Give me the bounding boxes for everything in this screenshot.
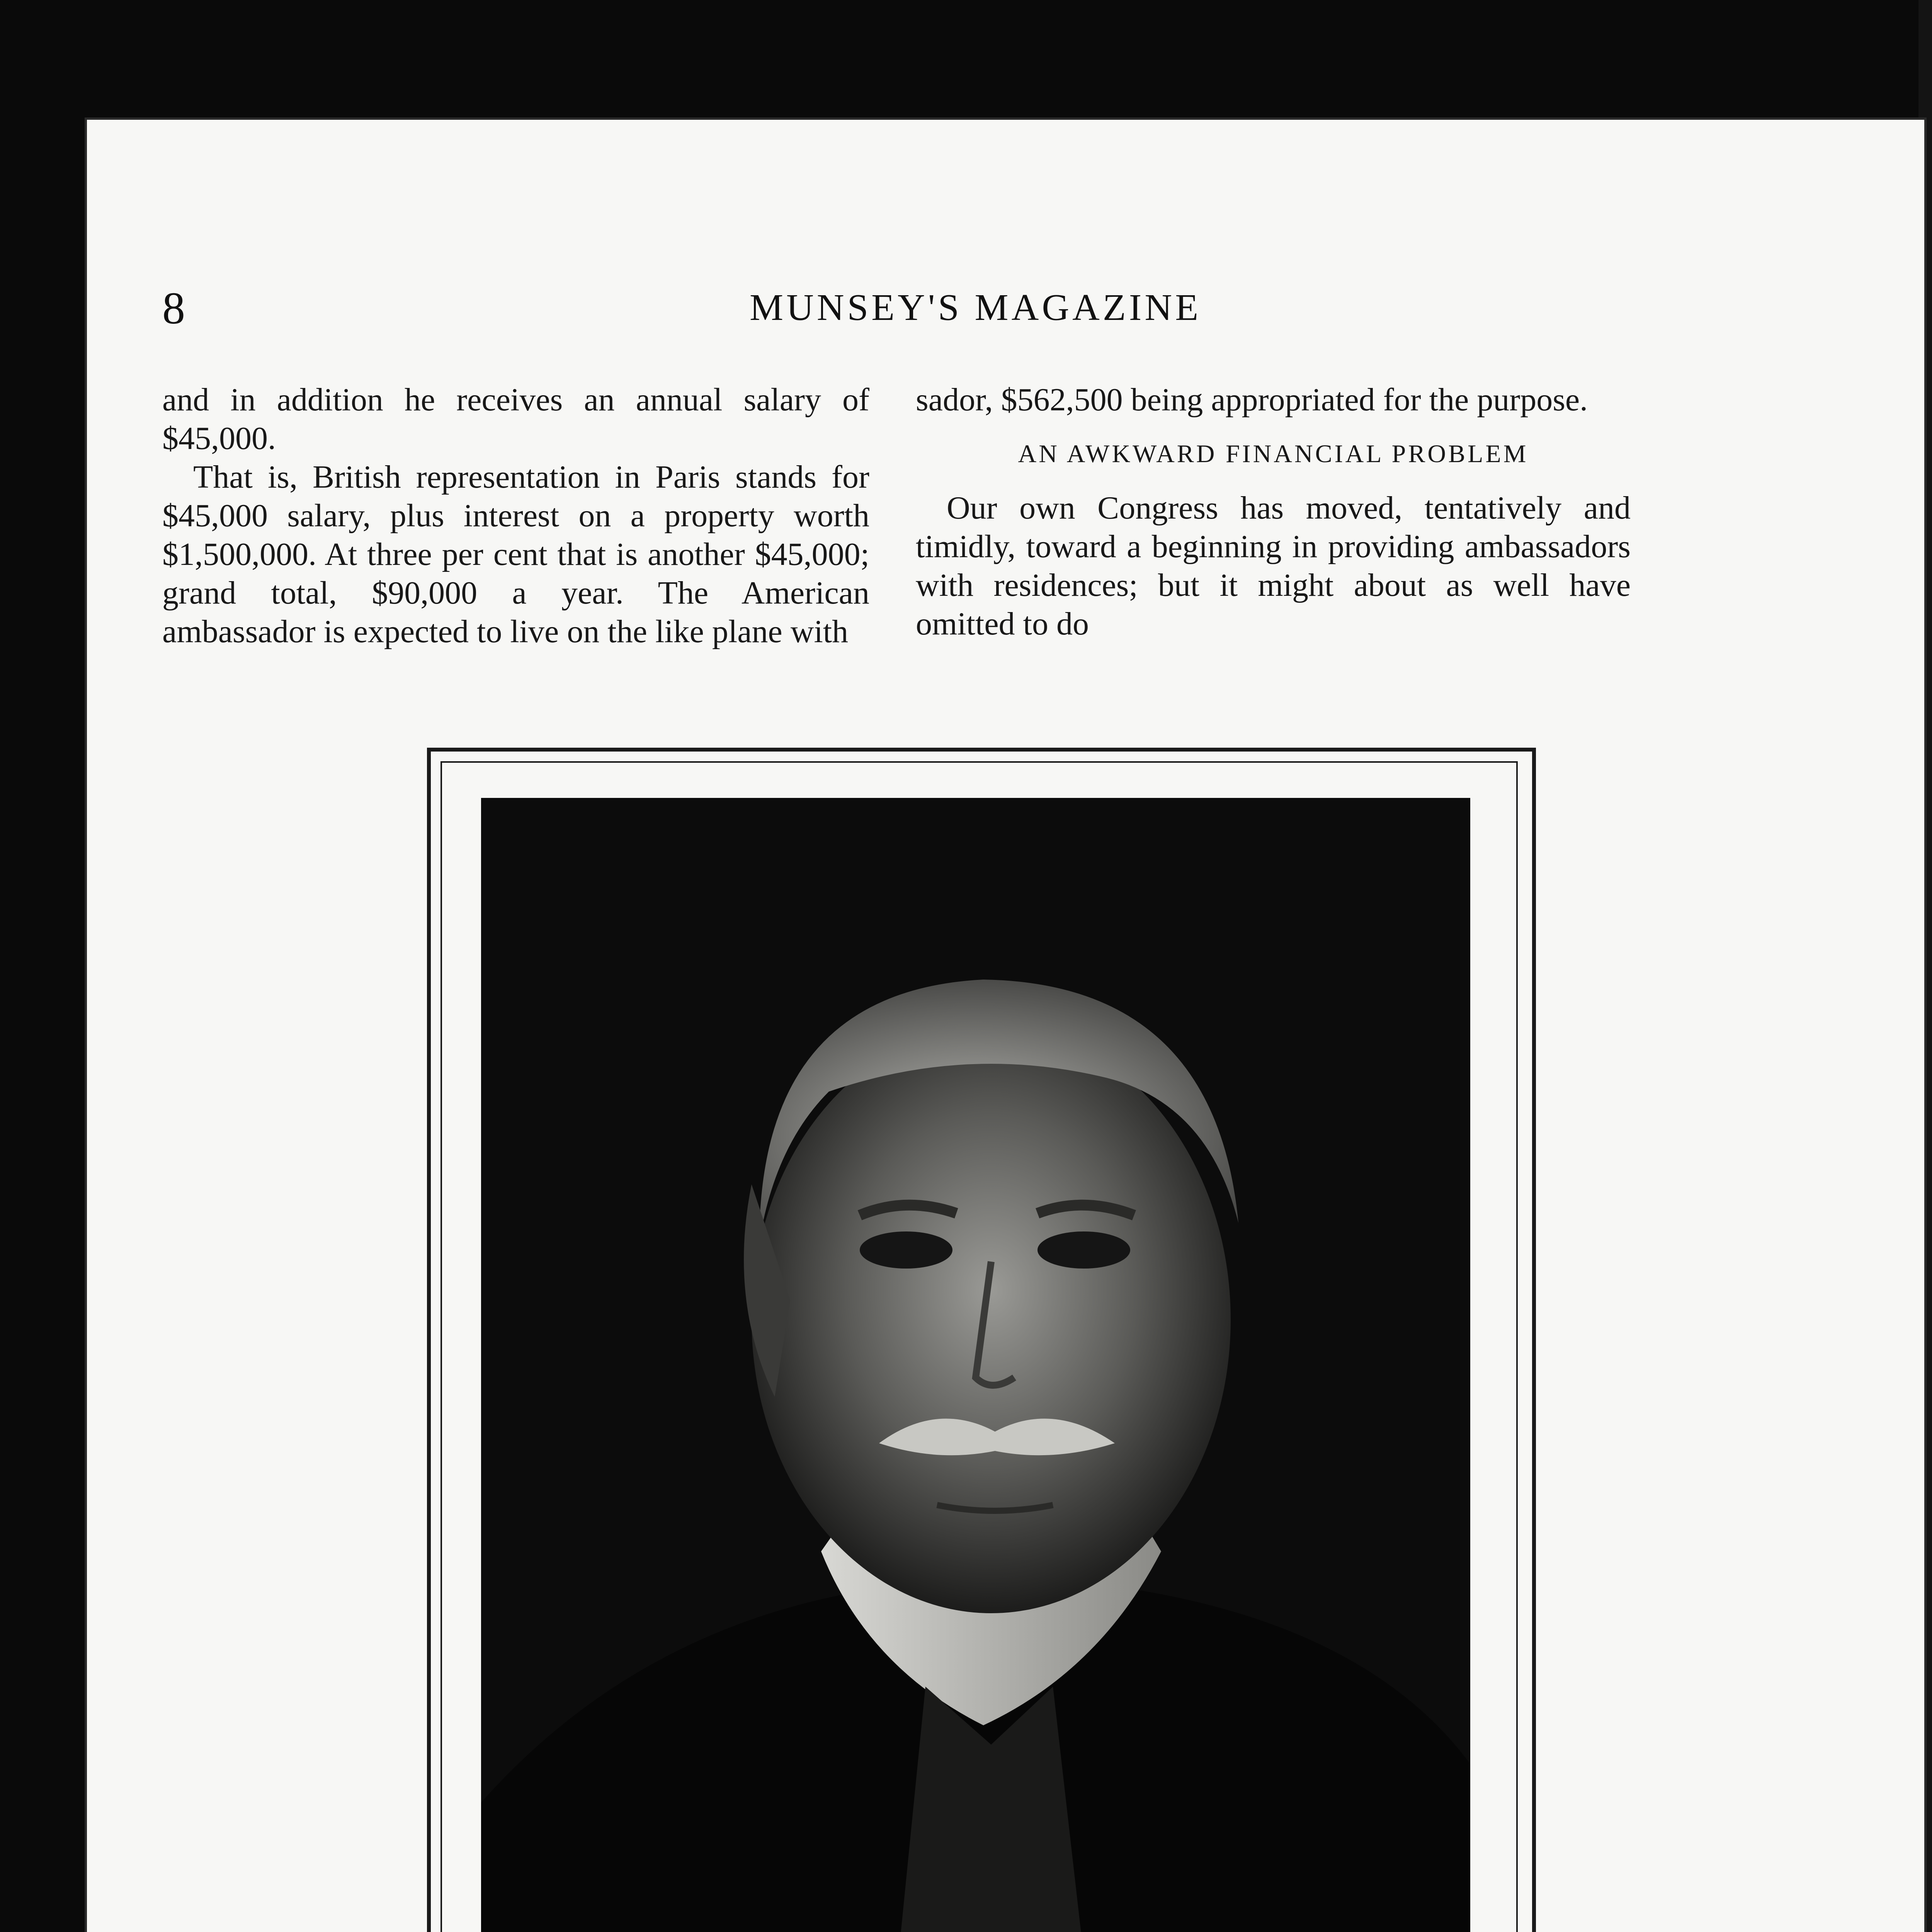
running-head: MUNSEY'S MAGAZINE <box>750 287 1202 328</box>
portrait-image <box>481 798 1470 1932</box>
section-subheading: AN AWKWARD FINANCIAL PROBLEM <box>1018 440 1529 468</box>
column-top-right <box>916 381 1631 643</box>
paragraph: and in addition he receives an annual salary of $45,000. <box>162 382 869 456</box>
portrait-photograph <box>481 798 1470 1932</box>
page-number: 8 <box>162 283 185 333</box>
paragraph: That is, British representation in Paris stands for $45,000 salary, plus interest on a property worth $1,500,000. At three per cent that is another $45,000; grand total, $90,000 a year. The American ambassador is expected to live on the like plane with <box>162 459 869 650</box>
paragraph: sador, $562,500 being appropriated for the purpose. <box>916 382 1588 418</box>
paragraph: Our own Congress has moved, tentatively and timidly, toward a beginning in providing ambassadors with residences; but it might about as well have omitted to do <box>916 490 1631 642</box>
column-top-left <box>162 381 869 651</box>
